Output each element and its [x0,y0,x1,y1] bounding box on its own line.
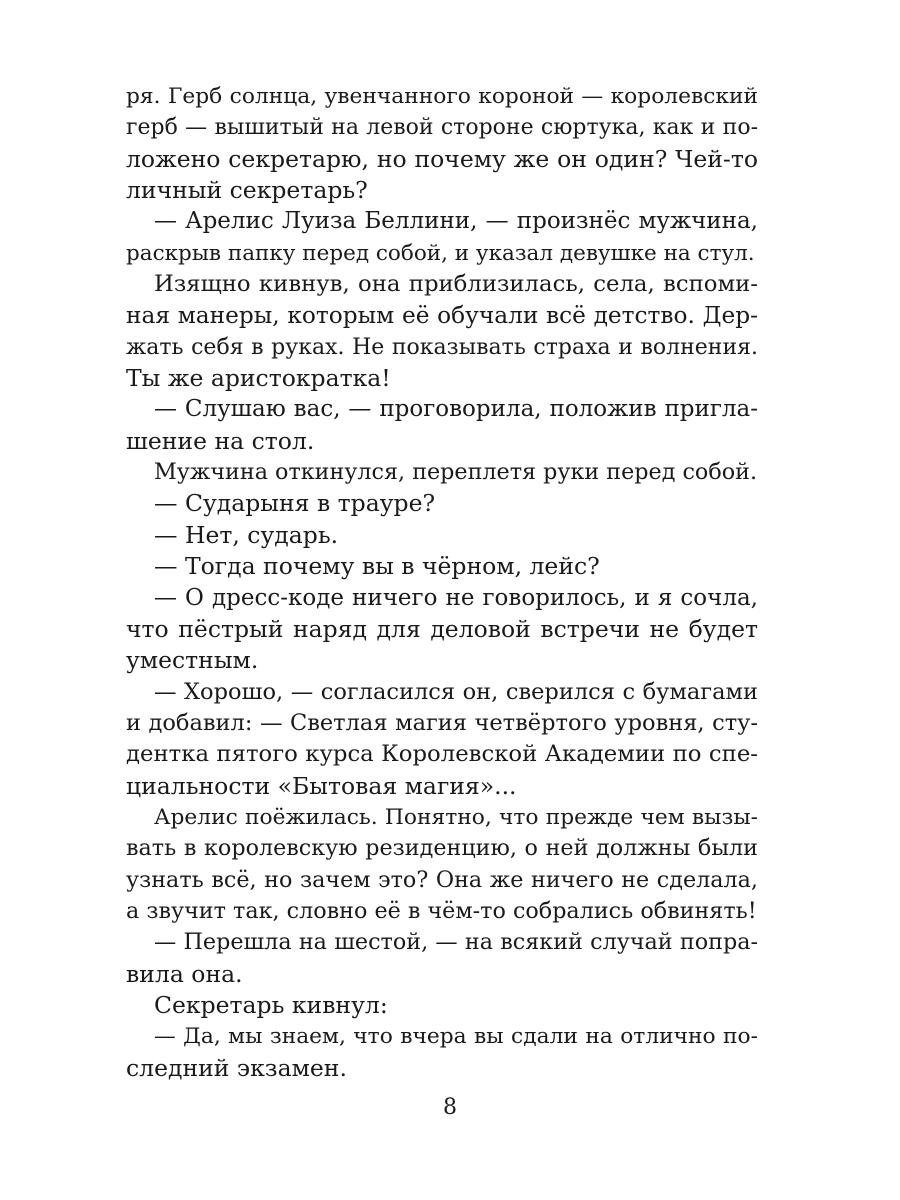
text-line: циальности «Бытовая магия»... [126,771,517,800]
page-number: 8 [443,1095,457,1120]
text-line: герб — вышитый на левой стороне сюртука, как и по- [126,115,758,141]
text-line: ря. Герб солнца, увенчанного короной — королевский [126,84,758,109]
text-line: — О дресс-коде ничего не говорилось, и я сочла, [154,584,758,611]
text-line: Ты же аристократка! [126,364,391,393]
text-line: Арелис поёжилась. Понятно, что прежде чем вызы- [154,804,758,830]
text-line: — Тогда почему вы в чёрном, лейс? [154,552,600,581]
text-line: — Сударыня в трауре? [154,489,436,518]
text-line: уместным. [126,646,259,675]
text-line: — Перешла на шестой, — на всякий случай попра- [154,929,758,956]
text-line: Мужчина откинулся, переплетя руки перед собой. [154,459,758,486]
text-line: дентка пятого курса Королевской Академии по спе- [126,741,758,768]
text-line: ная манеры, которым её обучали всё детство. Дер- [126,302,758,330]
text-line: и добавил: — Светлая магия четвёртого уровня, сту- [126,709,758,736]
text-line: — Слушаю вас, — проговорила, положив пригла- [154,396,758,423]
text-line: вать в королевскую резиденцию, о ней должны были [126,835,758,862]
text-line: вила она. [126,959,243,988]
text-line: ложено секретарю, но почему же он один? Чей-то [126,144,758,173]
text-line: — Хорошо, — согласился он, сверился с бумагами [154,678,758,705]
text-line: узнать всё, но зачем это? Она же ничего не сделала, [126,866,758,893]
text-line: Секретарь кивнул: [154,990,388,1019]
text-line: что пёстрый наряд для деловой встречи не будет [126,614,758,643]
text-line: Изящно кивнув, она приблизилась, села, вспоми- [154,271,758,298]
text-line: следний экзамен. [126,1053,347,1082]
text-line: а звучит так, словно её в чём-то собрались обвинять! [126,897,757,924]
text-line: — Арелис Луиза Беллини, — произнёс мужчина, [154,208,758,235]
text-line: шение на стол. [126,426,315,455]
text-line: раскрыв папку перед собой, и указал девушке на стул. [126,240,755,266]
text-line: личный секретарь? [126,176,368,205]
text-line: жать себя в руках. Не показывать страха и волнения. [126,334,758,360]
text-line: — Нет, сударь. [154,520,339,549]
text-line: — Да, мы знаем, что вчера вы сдали на отлично по- [154,1024,758,1050]
body-text [126,81,758,1084]
